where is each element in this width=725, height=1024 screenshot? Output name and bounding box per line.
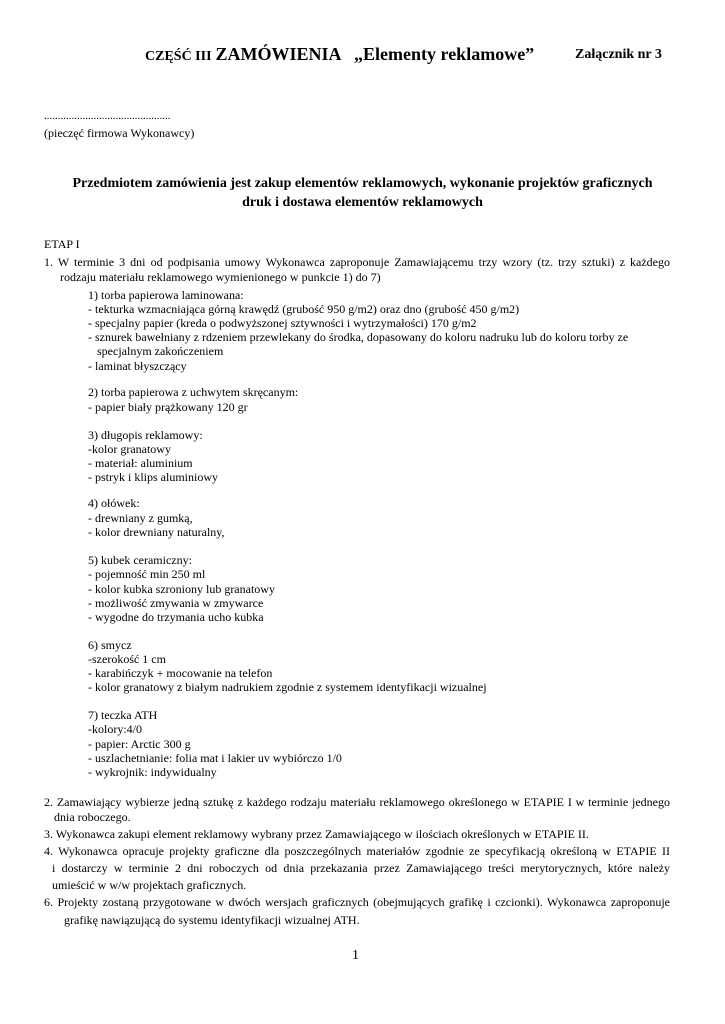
spec-bag1-line: - laminat błyszczący [88,359,187,373]
item-3: 3. Wykonawca zakupi element reklamowy wybrany przez Zamawiającego w ilościach określonych w ETAPIE II. [44,827,589,841]
spec-bag1-line: specjalnym zakończeniem [97,344,224,358]
spec-lanyard-line: -szerokość 1 cm [88,652,166,666]
spec-pen-line: -kolor granatowy [88,442,171,456]
subject-line-2: druk i dostawa elementów reklamowych [242,195,483,210]
spec-lanyard-line: - karabińczyk + mocowanie na telefon [88,666,273,680]
spec-bag1-head: 1) torba papierowa laminowana: [88,288,244,302]
spec-mug-line: - możliwość zmywania w zmywarce [88,596,264,610]
spec-mug-line: - wygodne do trzymania ucho kubka [88,610,264,624]
spec-lanyard-line: - kolor granatowy z białym nadrukiem zgodnie z systemem identyfikacji wizualnej [88,680,487,694]
spec-pencil-line: - kolor drewniany naturalny, [88,525,225,539]
spec-lanyard-head: 6) smycz [88,638,132,652]
title-main: ZAMÓWIENIA [215,44,342,64]
spec-mug-line: - kolor kubka szroniony lub granatowy [88,582,275,596]
item-4-line-2: i dostarczy w terminie 2 dni roboczych od dnia przekazania przez Zamawiającego treści merytorycznych, które należy [52,861,670,875]
page-number: 1 [352,948,359,963]
stamp-label: (pieczęć firmowa Wykonawcy) [44,126,195,140]
spec-bag1-line: - specjalny papier (kreda o podwyższonej sztywności i wytrzymałości) 170 g/m2 [88,316,477,330]
document-title [145,44,534,65]
spec-pen-head: 3) długopis reklamowy: [88,428,203,442]
item-4-line-1: 4. Wykonawca opracuje projekty graficzne dla poszczególnych materiałów zgodnie ze specyfikacją określoną w ETAPIE II [44,844,670,858]
item-4-line-3: umieścić w w/w projektach graficznych. [52,878,247,892]
item-1-line-1: 1. W terminie 3 dni od podpisania umowy Wykonawca zaproponuje Zamawiającemu trzy wzory (tz. trzy sztuki) z każdego [44,255,670,269]
item-6-line-2: grafikę nawiązującą do systemu identyfikacji wizualnej ATH. [64,913,360,927]
item-2-line-2: dnia roboczego. [54,810,131,824]
spec-bag2-head: 2) torba papierowa z uchwytem skręcanym: [88,385,299,399]
spec-folder-line: - papier: Arctic 300 g [88,737,191,751]
item-2-line-1: 2. Zamawiający wybierze jedną sztukę z każdego rodzaju materiału reklamowego określonego w ETAPIE I w terminie jednego [44,795,670,809]
spec-pencil-line: - drewniany z gumką, [88,511,193,525]
spec-bag1-line: - sznurek bawełniany z rdzeniem przewlekany do środka, dopasowany do koloru nadruku lub do koloru torby ze [88,330,629,344]
spec-bag2-line: - papier biały prążkowany 120 gr [88,400,248,414]
spec-pencil-head: 4) ołówek: [88,496,140,510]
spec-pen-line: - pstryk i klips aluminiowy [88,470,218,484]
spec-folder-line: - uszlachetnianie: folia mat i lakier uv wybiórczo 1/0 [88,751,342,765]
part-label: CZĘŚĆ III [145,49,212,64]
spec-folder-line: -kolory:4/0 [88,722,142,736]
item-1-line-2: rodzaju materiału reklamowego wymienionego w punkcie 1) do 7) [60,270,381,284]
subject-line-1: Przedmiotem zamówienia jest zakup elementów reklamowych, wykonanie projektów graficznych [72,176,653,191]
spec-mug-head: 5) kubek ceramiczny: [88,553,192,567]
spec-bag1-line: - tekturka wzmacniająca górną krawędź (grubość 950 g/m2) oraz dno (grubość 450 g/m2) [88,302,520,316]
stage-heading: ETAP I [44,237,80,251]
spec-pen-line: - materiał: aluminium [88,456,193,470]
annex-number: Załącznik nr 3 [575,47,662,62]
stamp-dotted-line: .............................................. [44,110,171,122]
spec-folder-head: 7) teczka ATH [88,708,158,722]
spec-mug-line: - pojemność min 250 ml [88,567,206,581]
title-sub: „Elementy reklamowe” [354,44,535,64]
item-6-line-1: 6. Projekty zostaną przygotowane w dwóch wersjach graficznych (obejmujących grafikę i czcionki). Wykonawca zaproponuje [44,895,670,909]
spec-folder-line: - wykrojnik: indywidualny [88,765,217,779]
